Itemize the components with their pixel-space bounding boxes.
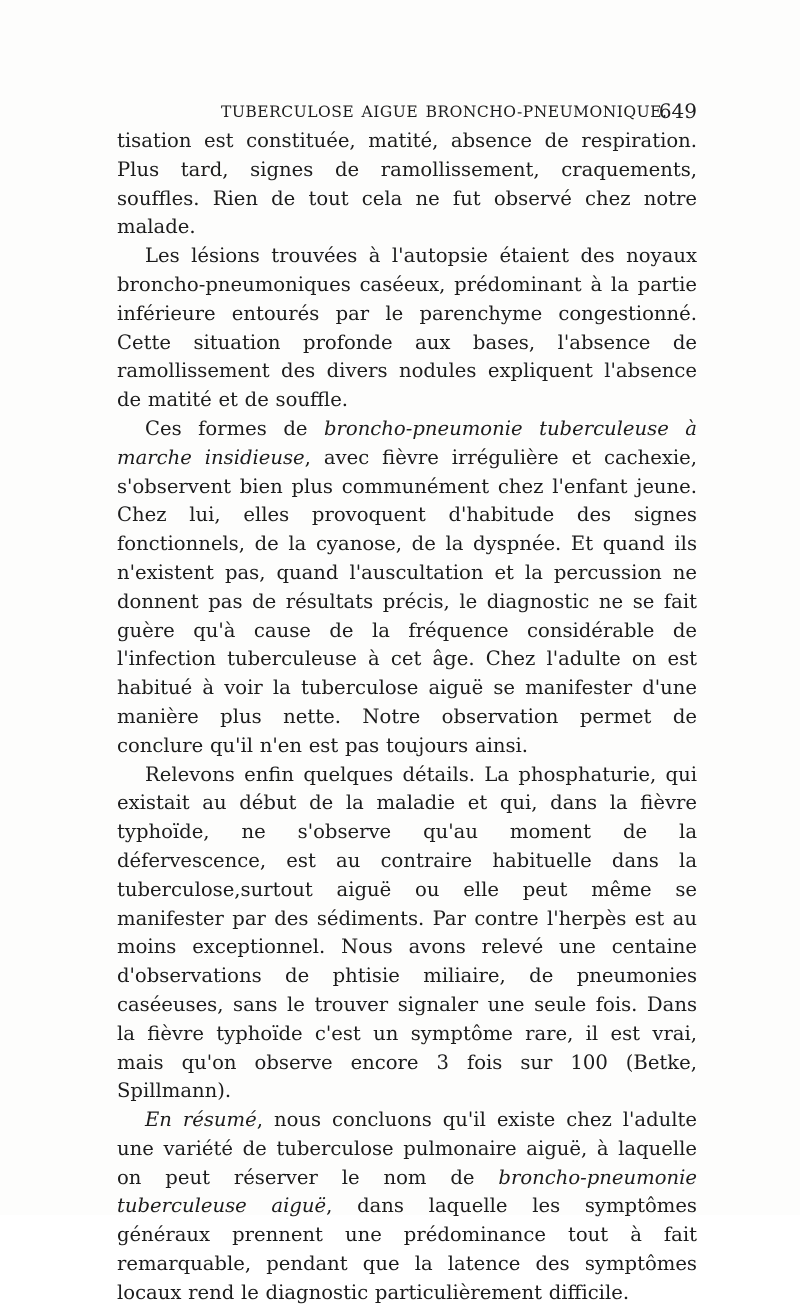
paragraph-5-body-1: , nous concluons qu'il existe chez l'adulte une variété de tuberculose pulmonaire aiguë, à laquelle on peut réserver le nom de (117, 1108, 697, 1189)
page-number: 649 (658, 99, 697, 123)
paragraph-4: Relevons enfin quelques détails. La phosphaturie, qui existait au début de la maladie et qui, dans la fièvre typhoïde, ne s'observe qu'au moment de la défervescence, est au contraire habituelle dans la tuberculose,surtout aiguë ou elle peut même se manifester par des sédiments. Par contre l'herpès est au moins exceptionnel. Nous avons relevé une centaine d'observations de phtisie miliaire, de pneumonies caséeuses, sans le trouver signaler une seule fois. Dans la fièvre typhoïde c'est un symptôme rare, il est vrai, mais qu'on observe encore 3 fois sur 100 (Betke, Spillmann). (117, 762, 697, 1103)
running-head: TUBERCULOSE AIGUE BRONCHO-PNEUMONIQUE. (221, 103, 668, 121)
paragraph-5-body-2: , dans laquelle les symptômes généraux prennent une prédominance tout à fait remarquable, pendant que la latence des symptômes locaux rend le diagnostic particulièrement difficile. (117, 1194, 697, 1304)
paragraph-3-body: , avec fièvre irrégulière et cachexie, s'observent bien plus communément chez l'enfant jeune. Chez lui, elles provoquent d'habitude des signes fonctionnels, de la cyanose, de la dyspnée. Et quand ils n'existent pas, quand l'auscultation et la percussion ne donnent pas de résultats précis, le diagnostic ne se fait guère qu'à cause de la fréquence considérable de l'infection tuberculeuse à cet âge. Chez l'adulte on est habitué à voir la tuberculose aiguë se manifester d'une manière plus nette. Notre observation permet de conclure qu'il n'en est pas toujours ainsi. (117, 445, 697, 757)
page-header (117, 96, 697, 126)
italic-term-en-resume: En résumé (145, 1108, 257, 1132)
italic-term-insidieuse: broncho-pneumonie tuberculeuse à marche insidieuse (117, 416, 697, 469)
body-text (117, 127, 697, 1308)
paragraph-5 (117, 1106, 697, 1308)
paragraph-3 (117, 415, 697, 761)
paragraph-3-lead: Ces formes de (145, 416, 324, 440)
italic-term-aigue: broncho-pneumonie tuberculeuse aiguë (117, 1165, 697, 1218)
paragraph-1: tisation est constituée, matité, absence de respiration. Plus tard, signes de ramollissement, craquements, souffles. Rien de tout cela ne fut observé chez notre malade. (117, 129, 697, 239)
paragraph-2: Les lésions trouvées à l'autopsie étaient des noyaux broncho-pneumoniques caséeux, prédominant à la partie inférieure entourés par le parenchyme congestionné. Cette situation profonde aux bases, l'absence de ramollissement des divers nodules expliquent l'absence de matité et de souffle. (117, 244, 697, 412)
